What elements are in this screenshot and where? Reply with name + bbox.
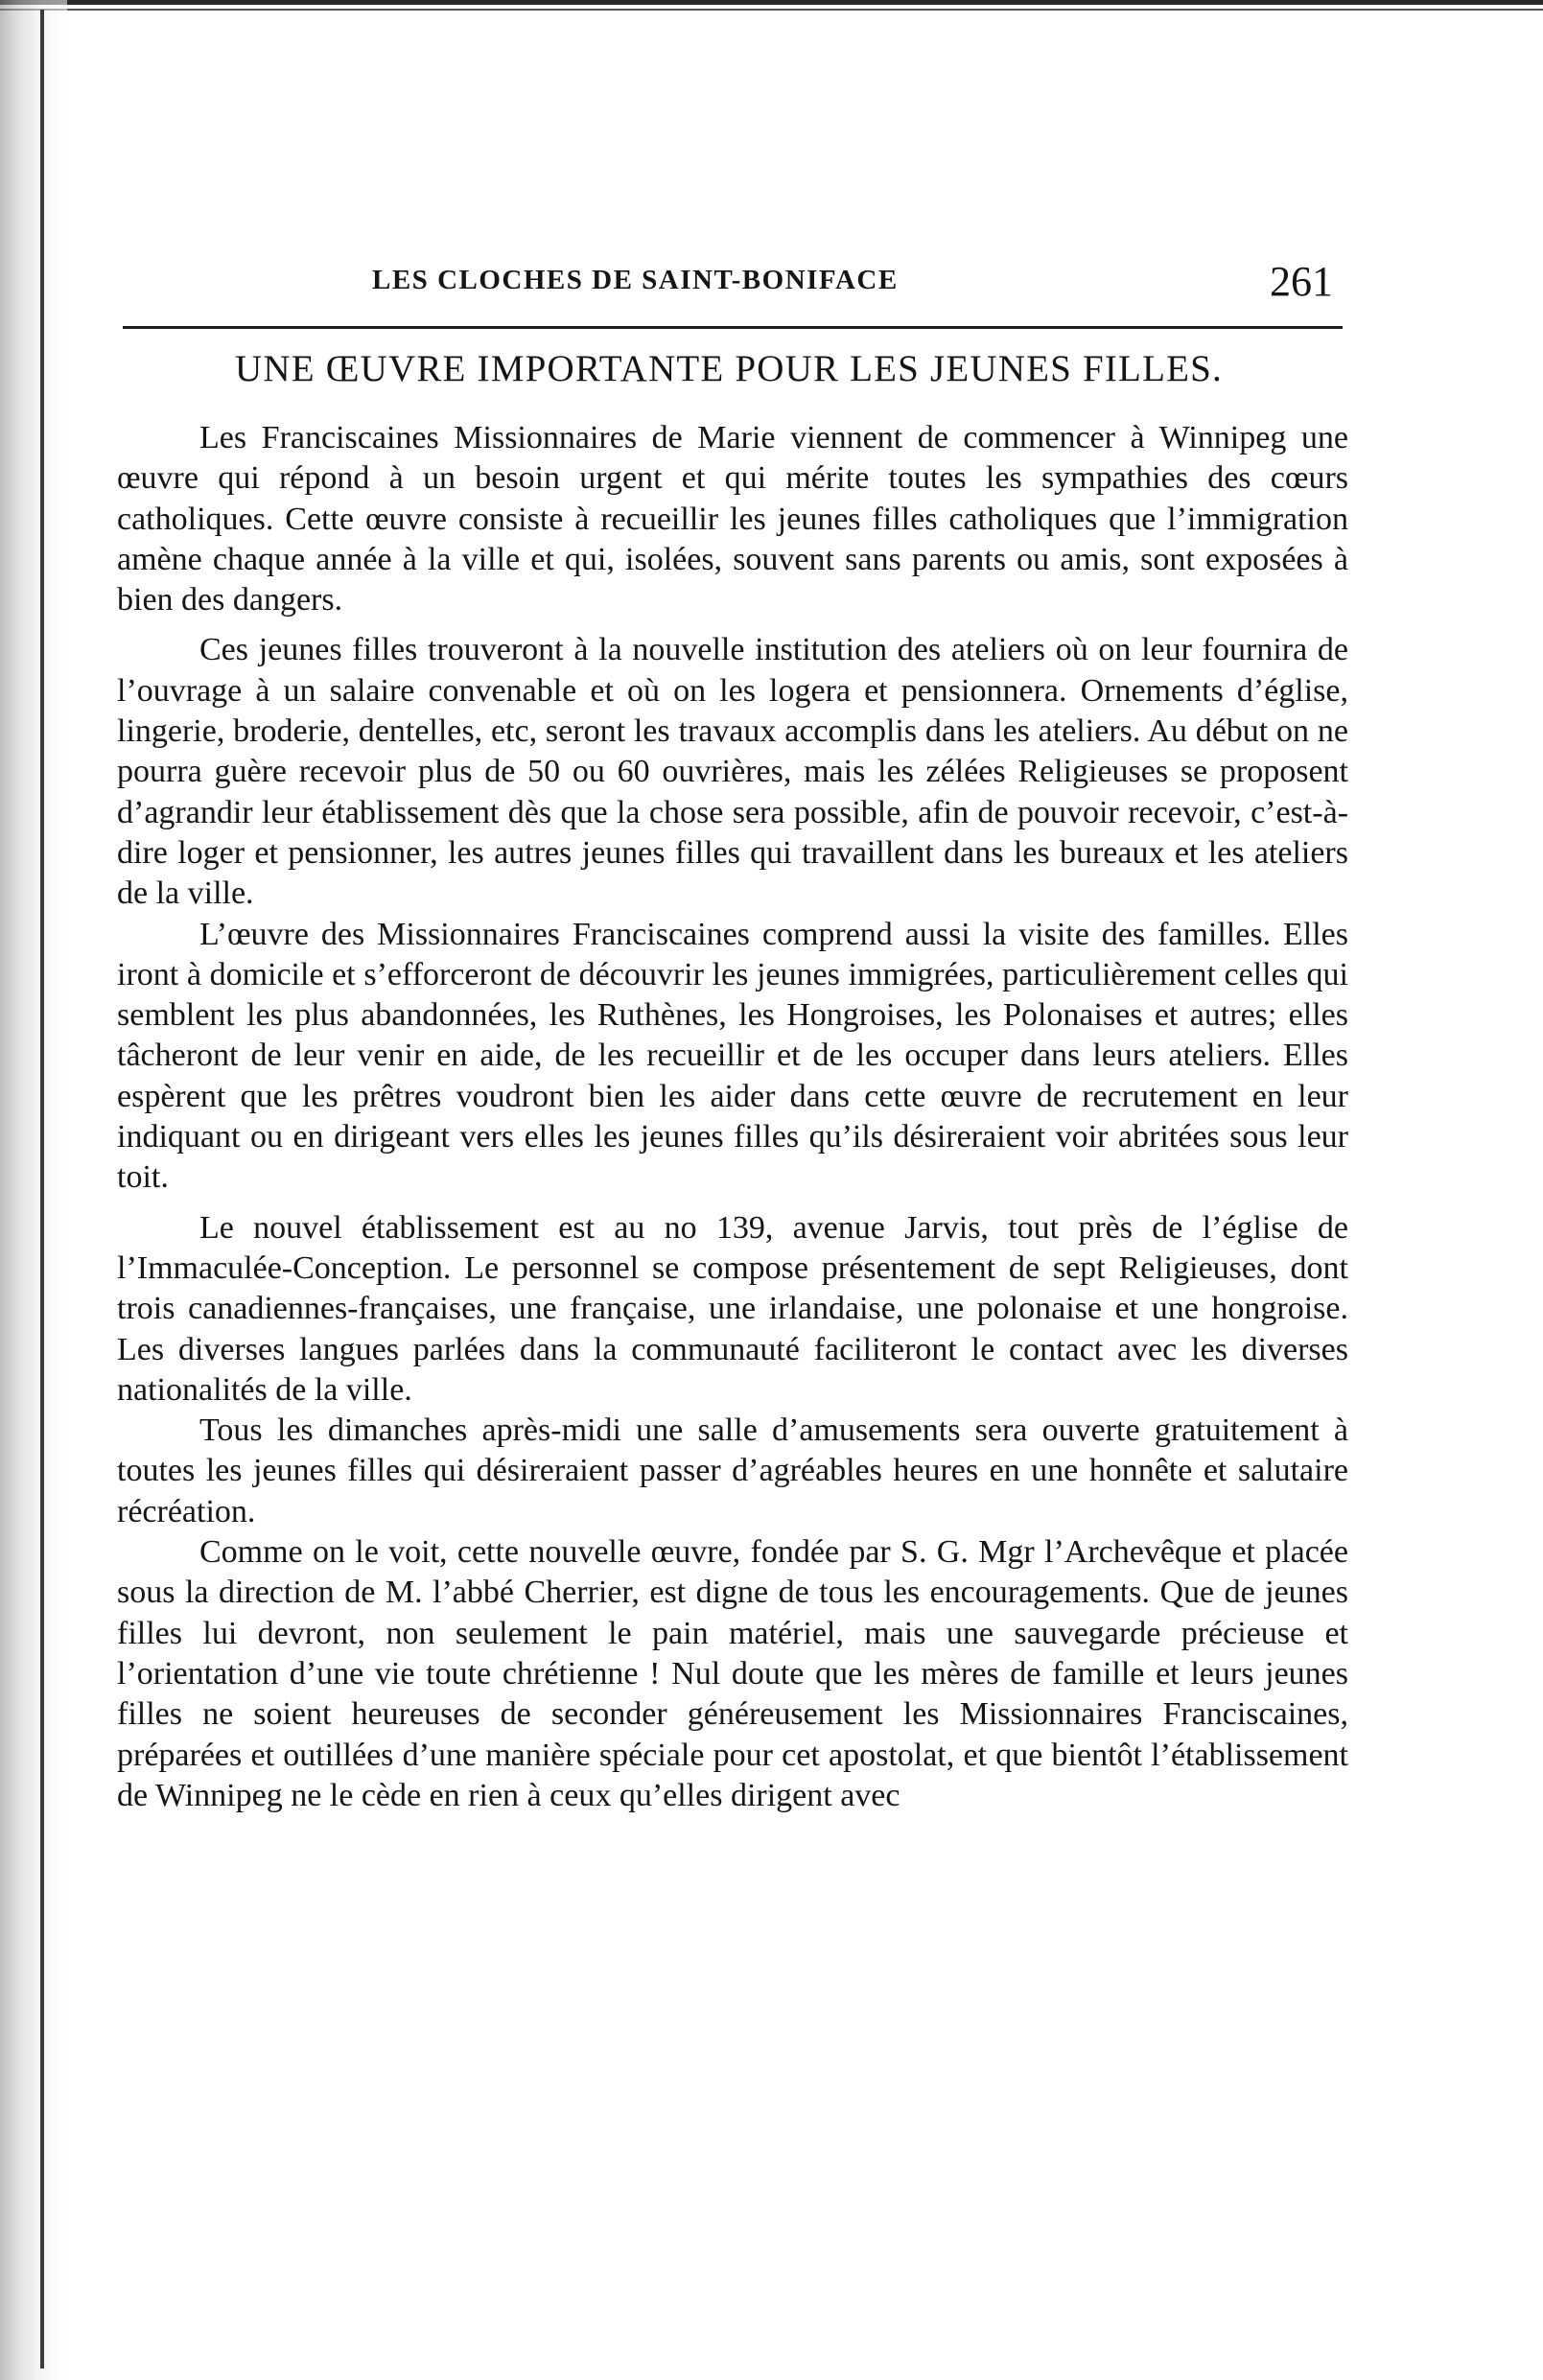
- running-head: [125, 257, 1352, 307]
- paragraph-6: Comme on le voit, cette nouvelle œuvre, fondée par S. G. Mgr l’Archevêque et placée sous la direction de M. l’abbé Cherrier, est digne de tous les encouragements. Que de jeunes filles lui devront, non seulement le pain matériel, mais une sauvegarde précieuse et l’orientation d’une vie toute chrétienne ! Nul doute que les mères de famille et leurs jeunes filles ne soient heureuses de seconder généreusement les Missionnaires Franciscaines, préparées et outillées d’une manière spéciale pour cet apostolat, et que bientôt l’établissement de Winnipeg ne le cède en rien à ceux qu’elles dirigent avec: [117, 1534, 1348, 1813]
- page-top-edge: [0, 0, 1543, 13]
- binding-edge-line: [40, 10, 44, 2368]
- paragraph-5: Tous les dimanches après-midi une salle d’amusements sera ouverte gratuitement à toutes les jeunes filles qui désireraient passer d’agréables heures en une honnête et salutaire récréation.: [117, 1412, 1348, 1529]
- paragraph-3: L’œuvre des Missionnaires Franciscaines comprend aussi la visite des familles. Elles iront à domicile et s’efforceront de découvrir les jeunes immigrées, particulièrement celles qui semblent les plus abandonnées, les Ruthènes, les Hongroises, les Polonaises et autres; elles tâcheront de leur venir en aide, de les recueillir et de les occuper dans leurs ateliers. Elles espèrent que les prêtres voudront bien les aider dans cette œuvre de recrutement en leur indiquant ou en dirigeant vers elles les jeunes filles qu’ils désireraient voir abritées sous leur toit.: [117, 916, 1348, 1196]
- binding-gutter-shadow: [0, 0, 67, 2380]
- running-title: LES CLOCHES DE SAINT-BONIFACE: [372, 265, 899, 295]
- page-number: 261: [1270, 258, 1333, 305]
- paragraph-4: Le nouvel établissement est au no 139, avenue Jarvis, tout près de l’église de l’Immaculée-Conception. Le personnel se compose présentement de sept Religieuses, dont trois canadiennes-françaises, une française, une irlandaise, une polonaise et une hongroise. Les diverses langues parlées dans la communauté faciliteront le contact avec les diverses nationalités de la ville.: [117, 1209, 1348, 1408]
- header-rule: [123, 326, 1343, 329]
- article-heading: UNE ŒUVRE IMPORTANTE POUR LES JEUNES FILLES.: [235, 348, 1223, 389]
- article-body: [117, 418, 1348, 1816]
- paragraph-2: Ces jeunes filles trouveront à la nouvelle institution des ateliers où on leur fournira de l’ouvrage à un salaire convenable et où on les logera et pensionnera. Ornements d’église, lingerie, broderie, dentelles, etc, seront les travaux accomplis dans les ateliers. Au début on ne pourra guère recevoir plus de 50 ou 60 ouvrières, mais les zélées Religieuses se proposent d’agrandir leur établissement dès que la chose sera possible, afin de pouvoir recevoir, c’est-à-dire loger et pensionner, les autres jeunes filles qui travaillent dans les bureaux et les ateliers de la ville.: [117, 632, 1348, 912]
- paragraph-1: Les Franciscaines Missionnaires de Marie viennent de commencer à Winnipeg une œuvre qui répond à un besoin urgent et qui mérite toutes les sympathies des cœurs catholiques. Cette œuvre consiste à recueillir les jeunes filles catholiques que l’immigration amène chaque année à la ville et qui, isolées, souvent sans parents ou amis, sont exposées à bien des dangers.: [117, 420, 1348, 618]
